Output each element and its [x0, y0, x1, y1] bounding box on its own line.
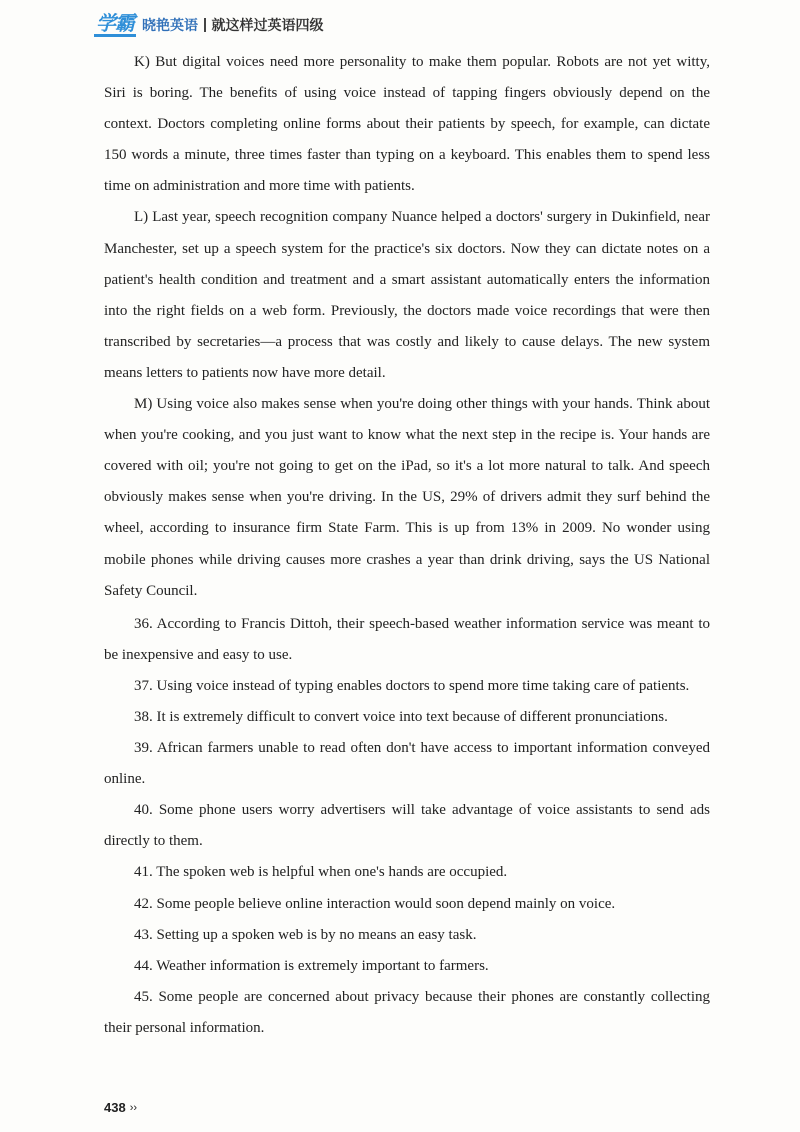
question-item: 36. According to Francis Dittoh, their speech-based weather information service was meant to be inexpensive and easy to use.: [104, 615, 710, 663]
question-item: 41. The spoken web is helpful when one's hands are occupied.: [134, 864, 508, 881]
question-item: 45. Some people are concerned about privacy because their phones are constantly collecting their personal information.: [104, 988, 710, 1036]
page-header: [94, 10, 324, 40]
passage-paragraph-m: M) Using voice also makes sense when you're doing other things with your hands. Think about when you're cooking, and you just want to know what the next step in the recipe is. Your hands are covered with oil; you're not going to get on the iPad, so it's a lot more natural to talk. And speech obviously makes sense when you're driving. In the US, 29% of drivers admit they surf behind the wheel, according to insurance firm State Farm. This is up from 13% in 2009. No wonder using mobile phones while driving causes more crashes a year than drink driving, says the US National Safety Council.: [104, 396, 710, 599]
passage-paragraph-l: L) Last year, speech recognition company Nuance helped a doctors' surgery in Dukinfield, near Manchester, set up a speech system for the practice's six doctors. Now they can dictate notes on a patient's health condition and treatment and a smart assistant automatically enters the information into the right fields on a web form. Previously, the doctors made voice recordings that were then transcribed by secretaries—a process that was costly and likely to cause delays. The new system means letters to patients now have more detail.: [104, 209, 710, 381]
question-item: 37. Using voice instead of typing enables doctors to spend more time taking care of patients.: [134, 677, 690, 694]
question-item: 39. African farmers unable to read often don't have access to important information conveyed online.: [104, 740, 710, 788]
question-list: [104, 609, 710, 1044]
page-number: 438: [104, 1100, 126, 1115]
brand-logo: [94, 14, 142, 37]
question-item: 44. Weather information is extremely important to farmers.: [134, 957, 489, 974]
page-content: [104, 47, 710, 1044]
question-item: 43. Setting up a spoken web is by no means an easy task.: [134, 926, 477, 943]
header-divider: [204, 18, 206, 32]
series-title: 就这样过英语四级: [211, 17, 324, 33]
passage-paragraph-k: K) But digital voices need more personality to make them popular. Robots are not yet witty, Siri is boring. The benefits of using voice instead of tapping fingers obviously depend on the context. Doctors completing online forms about their patients by speech, for example, can dictate 150 words a minute, three times faster than typing on a keyboard. This enables them to spend less time on administration and more time with patients.: [104, 54, 710, 195]
chevron-right-icon: ››: [129, 1101, 138, 1114]
question-item: 42. Some people believe online interaction would soon depend mainly on voice.: [134, 895, 616, 912]
brand-name: 晓艳英语: [142, 17, 198, 33]
page-footer: [104, 1100, 137, 1115]
question-item: 38. It is extremely difficult to convert voice into text because of different pronunciations.: [134, 708, 668, 725]
logo-mark: 学霸: [96, 12, 134, 35]
question-item: 40. Some phone users worry advertisers will take advantage of voice assistants to send ads directly to them.: [104, 802, 710, 850]
